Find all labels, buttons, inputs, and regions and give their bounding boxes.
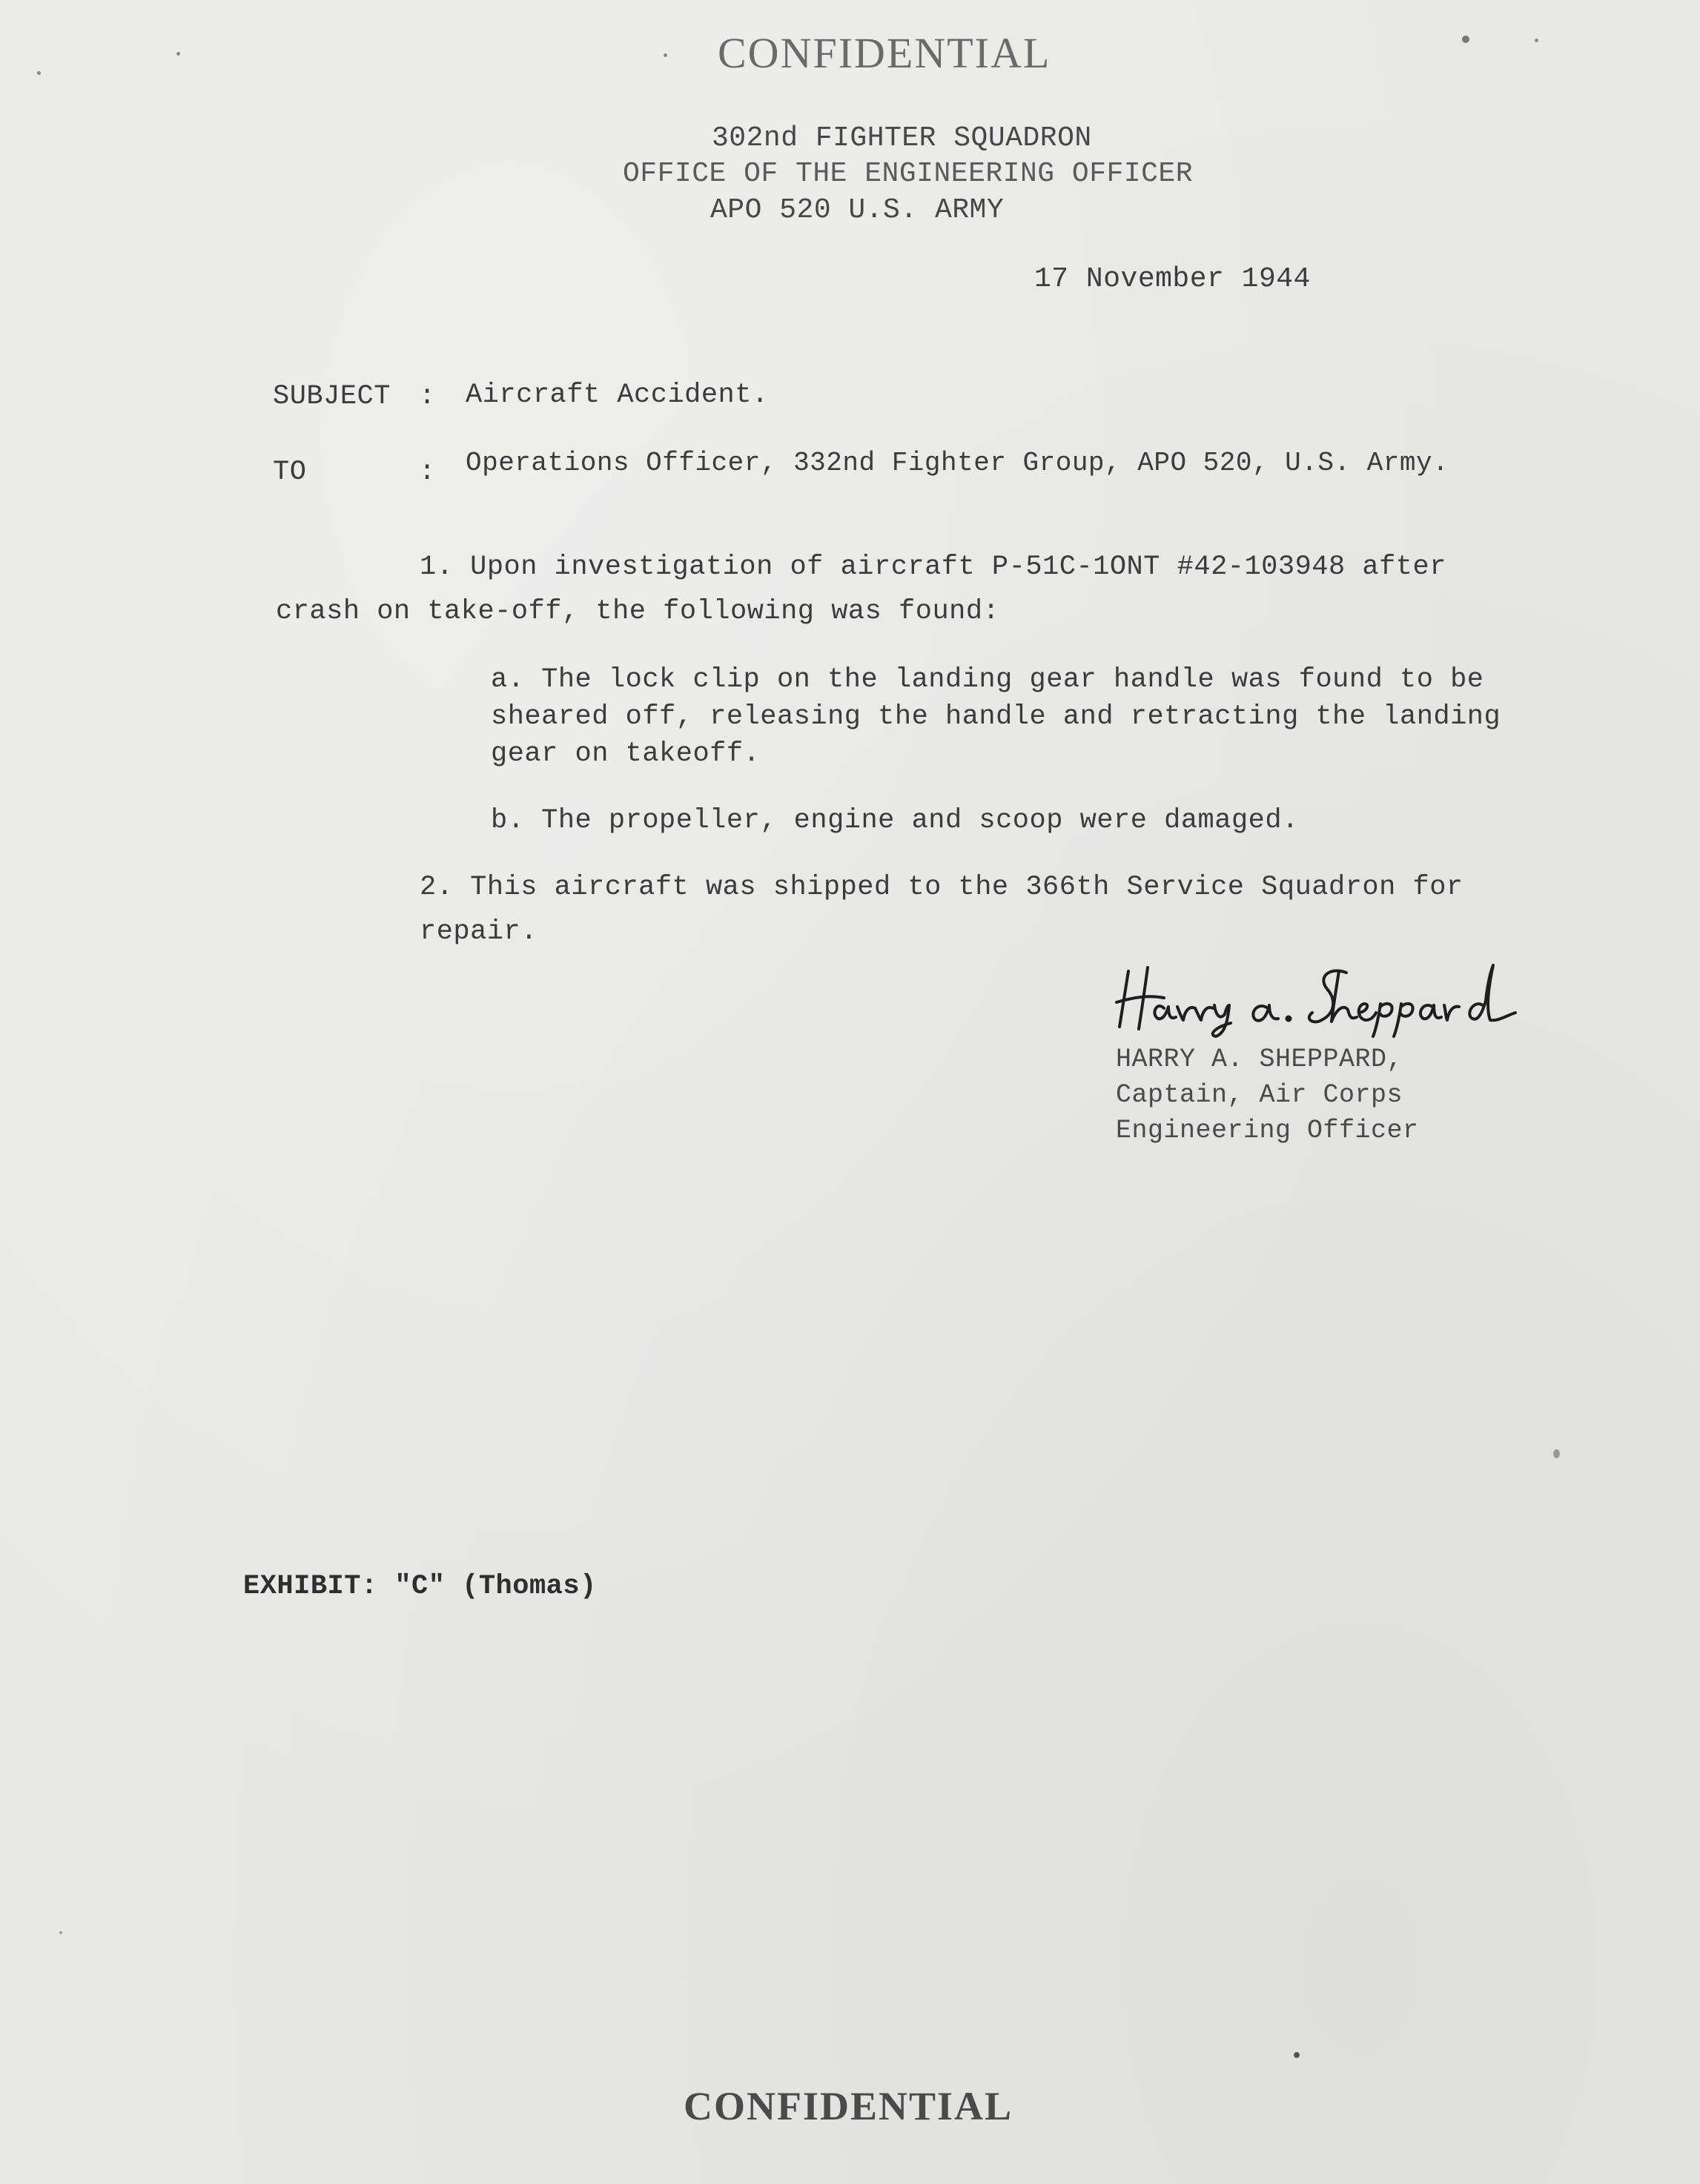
dust-speck — [664, 53, 667, 57]
paragraph-2-line-1: 2. This aircraft was shipped to the 366th Service Squadron for — [420, 872, 1463, 903]
office-address: APO 520 U.S. ARMY — [710, 194, 1005, 226]
exhibit-label: EXHIBIT: "C" (Thomas) — [243, 1571, 597, 1602]
to-label: TO — [273, 457, 307, 488]
signer-name: HARRY A. SHEPPARD, — [1116, 1045, 1403, 1074]
handwritten-signature — [1112, 956, 1527, 1038]
dust-speck — [1462, 36, 1469, 43]
dust-speck — [1294, 2052, 1300, 2058]
subject-separator: : — [419, 381, 436, 412]
dust-speck — [1553, 1449, 1560, 1458]
dust-speck — [176, 52, 180, 56]
to-separator: : — [419, 457, 436, 488]
item-a-line-1: a. The lock clip on the landing gear handle was found to be — [491, 664, 1484, 695]
item-b: b. The propeller, engine and scoop were damaged. — [491, 805, 1299, 836]
signer-rank: Captain, Air Corps — [1116, 1080, 1403, 1110]
item-a-line-2: sheared off, releasing the handle and retracting the landing — [491, 701, 1501, 732]
to-value: Operations Officer, 332nd Fighter Group, APO 520, U.S. Army. — [466, 448, 1449, 478]
unit-name: 302nd FIGHTER SQUADRON — [712, 122, 1092, 154]
paragraph-1-line-1: 1. Upon investigation of aircraft P-51C-1ONT #42-103948 after — [420, 552, 1446, 583]
dust-speck — [37, 71, 41, 75]
subject-value: Aircraft Accident. — [466, 380, 769, 411]
classification-stamp-top: CONFIDENTIAL — [718, 29, 1051, 77]
signer-title: Engineering Officer — [1116, 1116, 1419, 1145]
item-a-line-3: gear on takeoff. — [491, 738, 761, 770]
subject-label: SUBJECT — [273, 381, 391, 412]
office-name: OFFICE OF THE ENGINEERING OFFICER — [623, 158, 1194, 190]
paragraph-2-line-2: repair. — [420, 916, 538, 947]
document-date: 17 November 1944 — [1034, 263, 1311, 295]
dust-speck — [59, 1931, 62, 1934]
classification-stamp-bottom: CONFIDENTIAL — [684, 2084, 1013, 2128]
paragraph-1-line-2: crash on take-off, the following was found: — [276, 596, 1000, 627]
dust-speck — [1535, 39, 1538, 42]
